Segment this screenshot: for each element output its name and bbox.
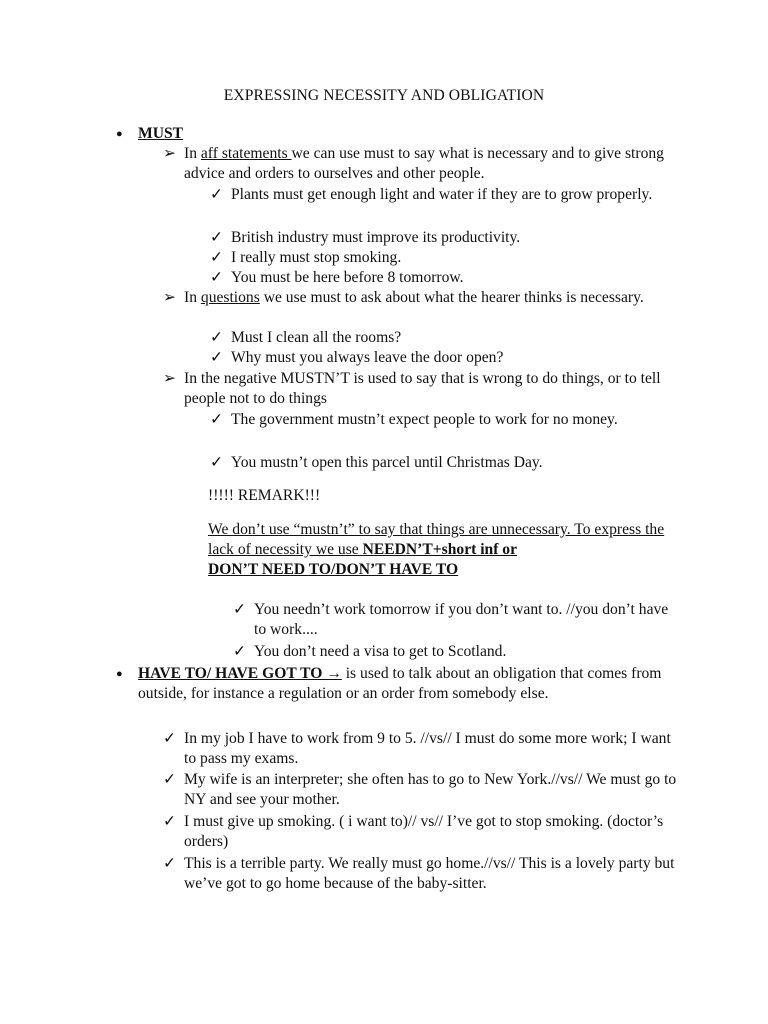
questions-text: In questions we use must to ask about what the hearer thinks is necessary. xyxy=(184,289,644,306)
check-icon: ✓ xyxy=(210,454,224,471)
list-item: ✓ I really must stop smoking. xyxy=(210,249,402,266)
arrow-bullet-icon: ➢ xyxy=(163,370,177,387)
arrow-bullet-icon: ➢ xyxy=(163,145,177,162)
check-icon: ✓ xyxy=(233,643,247,660)
negative-item: ➢ In the negative MUSTN’T is used to say that is wrong to do things, or to tell people not to do things xyxy=(163,370,661,407)
aff-statements-text: In aff statements we can use must to say what is necessary and to give strong advice and orders to ourselves and other people. xyxy=(184,145,664,182)
remark-label: !!!!! REMARK!!! xyxy=(208,487,321,504)
bullet-icon: ● xyxy=(116,668,123,680)
check-icon: ✓ xyxy=(163,771,177,788)
have-to-text: HAVE TO/ HAVE GOT TO → is used to talk about an obligation that comes from outside, for instance a regulation or an order from somebody else. xyxy=(138,665,662,702)
list-item: ✓ You must be here before 8 tomorrow. xyxy=(210,269,464,286)
list-item: ✓ Must I clean all the rooms? xyxy=(210,329,402,346)
aff-statements-item xyxy=(163,144,678,184)
check-icon: ✓ xyxy=(210,249,224,266)
list-item: ✓ British industry must improve its productivity. xyxy=(210,229,521,246)
have-to-section xyxy=(116,664,676,704)
bullet-icon: ● xyxy=(116,128,123,140)
check-icon: ✓ xyxy=(233,601,247,618)
list-item: ✓ Plants must get enough light and water if they are to grow properly. xyxy=(210,186,653,203)
must-section-heading xyxy=(116,124,676,144)
list-item: ✓ You mustn’t open this parcel until Christmas Day. xyxy=(210,454,543,471)
check-icon: ✓ xyxy=(210,229,224,246)
check-icon: ✓ xyxy=(163,813,177,830)
list-item: ✓ My wife is an interpreter; she often has to go to New York.//vs// We must go to NY and see your mother. xyxy=(163,771,677,808)
list-item: ✓ You don’t need a visa to get to Scotland. xyxy=(233,643,507,660)
list-item: ✓ The government mustn’t expect people to work for no money. xyxy=(210,411,618,428)
list-item: ✓ You needn’t work tomorrow if you don’t want to. //you don’t have to work.... xyxy=(233,601,669,638)
check-icon: ✓ xyxy=(163,730,177,747)
remark-text: We don’t use “mustn’t” to say that things are unnecessary. To express the lack of necessity we use NEEDN’T+short inf or DON’T NEED TO/DON’T HAVE TO xyxy=(208,521,665,578)
must-heading: MUST xyxy=(138,125,184,142)
page-title: EXPRESSING NECESSITY AND OBLIGATION xyxy=(223,87,545,104)
list-item: ✓ Why must you always leave the door open? xyxy=(210,349,504,366)
check-icon: ✓ xyxy=(210,269,224,286)
questions-item xyxy=(163,288,678,308)
check-icon: ✓ xyxy=(210,411,224,428)
arrow-bullet-icon: ➢ xyxy=(163,289,177,306)
list-item: ✓ In my job I have to work from 9 to 5. //vs// I must do some more work; I want to pass my exams. xyxy=(163,730,671,767)
check-icon: ✓ xyxy=(210,329,224,346)
check-icon: ✓ xyxy=(163,855,177,872)
have-to-heading: HAVE TO/ HAVE GOT TO → xyxy=(138,665,342,682)
check-icon: ✓ xyxy=(210,186,224,203)
list-item: ✓ This is a terrible party. We really must go home.//vs// This is a lovely party but we’ve got to go home because of the baby-sitter. xyxy=(163,855,675,892)
list-item: ✓ I must give up smoking. ( i want to)// vs// I’ve got to stop smoking. (doctor’s orders) xyxy=(163,813,664,850)
check-icon: ✓ xyxy=(210,349,224,366)
